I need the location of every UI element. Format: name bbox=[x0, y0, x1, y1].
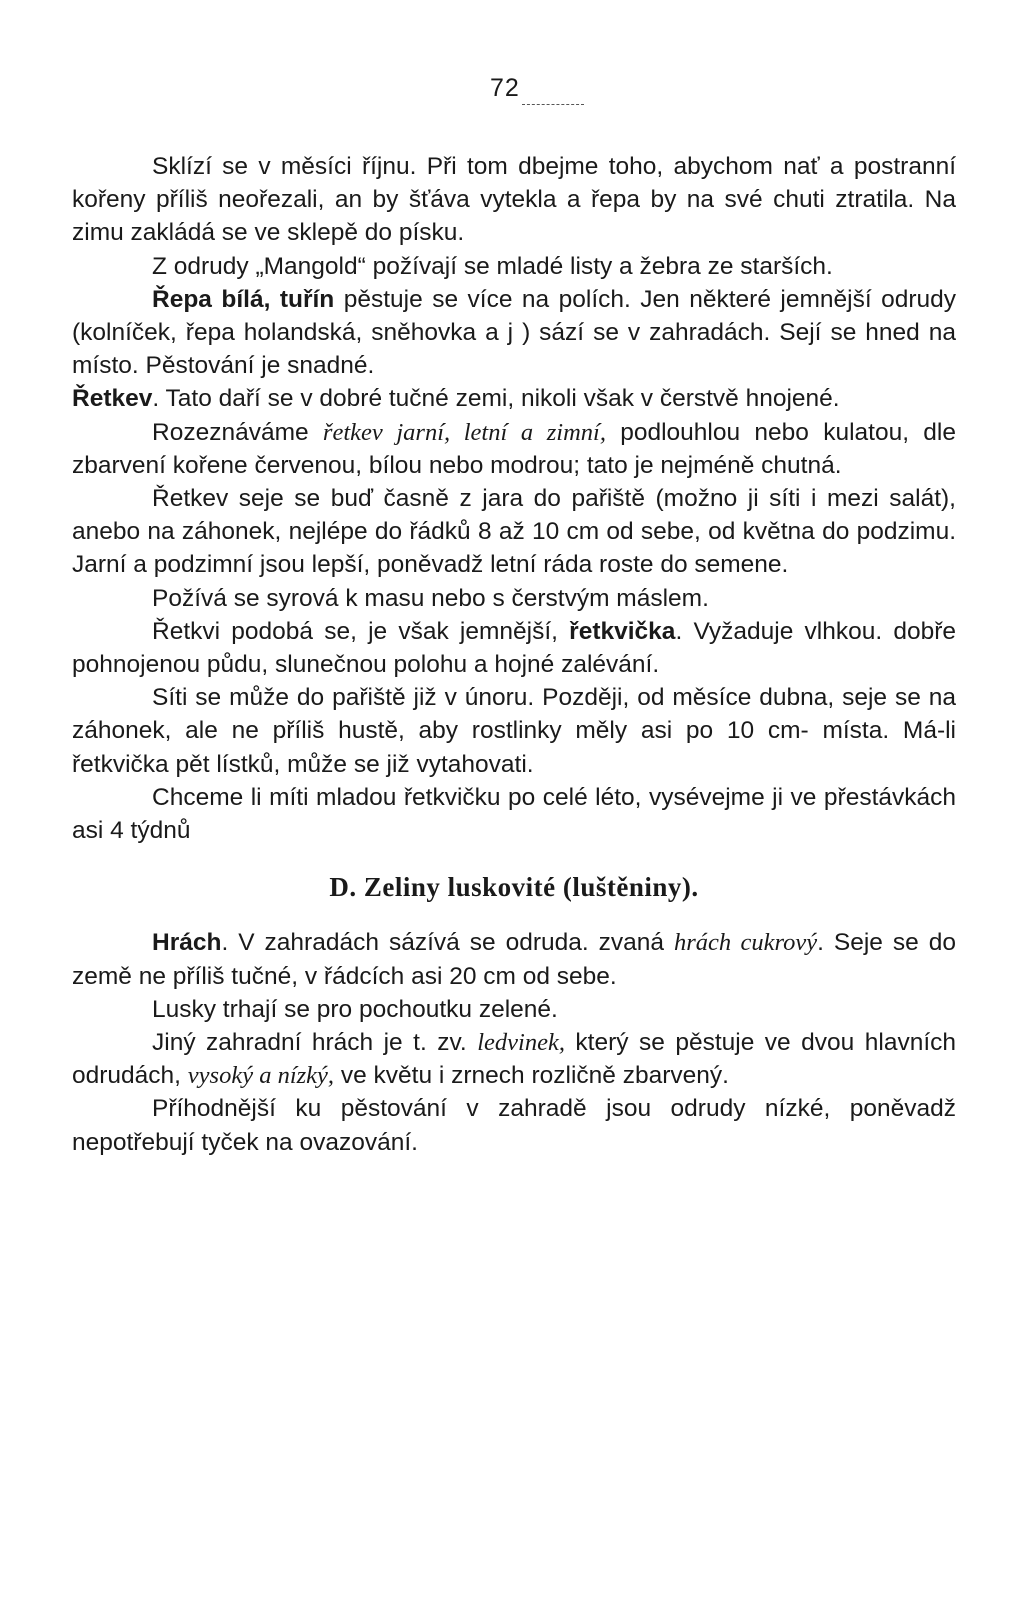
page-number: 72 bbox=[490, 74, 520, 102]
paragraph-retkvicka bbox=[72, 615, 956, 681]
paragraph-retkev bbox=[72, 382, 956, 415]
varieties-after: podlouhlou nebo kulatou, dle zbarvení kořene červenou, bílou nebo modrou; tato je nejméně chutná. bbox=[72, 418, 956, 479]
paragraph-ledvinek bbox=[72, 1026, 956, 1092]
ledvinek-before: Jiný zahradní hrách je t. zv. bbox=[152, 1029, 478, 1057]
varieties-italic: řetkev jarní, letní a zimní, bbox=[322, 418, 606, 446]
paragraph-lusky: Lusky trhají se pro pochoutku zelené. bbox=[152, 995, 558, 1023]
term-retkev: Řetkev bbox=[72, 385, 153, 413]
ledvinek-after: ve květu i zrnech rozličně zbarvený. bbox=[334, 1062, 729, 1090]
ledvinek-middle: který se pěstuje ve dvou hlavních odrudách, bbox=[72, 1029, 956, 1090]
paragraph-harvest: Sklízí se v měsíci říjnu. Při tom dbejme toho, abychom nať a postranní kořeny příliš neořezali, an by šťáva vytekla a řepa by na své chuti ztratila. Na zimu zakládá se ve sklepě do písku. bbox=[72, 153, 956, 247]
paragraph-final: Příhodnější ku pěstování v zahradě jsou odrudy nízké, poněvadž nepotřebují tyček na ovazování. bbox=[72, 1095, 956, 1156]
ledvinek-italic: ledvinek, bbox=[477, 1029, 565, 1057]
paragraph-mangold: Z odrudy „Mangold“ požívají se mladé listy a žebra ze starších. bbox=[152, 252, 833, 280]
retkvicka-before: Řetkvi podobá se, je však jemnější, bbox=[152, 617, 570, 645]
section-heading: D. Zeliny luskovité (luštěniny). bbox=[329, 872, 699, 903]
paragraph-summer: Chceme li míti mladou řetkvičku po celé léto, vysévejme ji ve přestávkách asi 4 týdnů bbox=[72, 783, 956, 845]
ledvinek-varieties-italic: vysoký a nízký, bbox=[187, 1062, 335, 1090]
page-number-rule bbox=[522, 104, 584, 105]
hrach-before: . V zahradách sázívá se odruda. zvaná bbox=[221, 929, 675, 957]
paragraph-varieties bbox=[72, 416, 956, 482]
term-retkvicka: řetkvička bbox=[569, 617, 676, 645]
paragraph-hrach bbox=[72, 926, 956, 992]
term-hrach: Hrách bbox=[152, 929, 222, 957]
paragraph-repa bbox=[72, 283, 956, 383]
paragraph-serving: Požívá se syrová k masu nebo s čerstvým máslem. bbox=[152, 584, 709, 612]
varieties-before: Rozeznáváme bbox=[152, 418, 323, 446]
hrach-italic: hrách cukrový bbox=[674, 929, 818, 957]
repa-text: pěstuje se více na polích. Jen některé jemnější odrudy (kolníček, řepa holandská, sněhovka a j ) sází se v zahradách. Sejí se hned na místo. Pěstování je snadné. bbox=[72, 285, 957, 380]
retkev-text: . Tato daří se v dobré tučné zemi, nikoli však v čerstvě hnojené. bbox=[152, 385, 840, 413]
body-text bbox=[72, 150, 956, 1159]
paragraph-sowing: Řetkev seje se buď časně z jara do pařiště (možno ji síti i mezi salát), anebo na záhonek, nejlépe do řádků 8 až 10 cm od sebe, od května do podzimu. Jarní a podzimní jsou lepší, poněvadž letní ráda roste do semene. bbox=[72, 485, 956, 579]
paragraph-february: Síti se může do pařiště již v únoru. Později, od měsíce dubna, seje se na záhonek, ale ne příliš hustě, aby rostlinky měly asi po 10 cm- místa. Má-li řetkvička pět lístků, může se již vytahovati. bbox=[72, 684, 956, 778]
term-repa: Řepa bílá, tuřín bbox=[152, 285, 335, 313]
retkvicka-after: . Vyžaduje vlhkou. dobře pohnojenou půdu, slunečnou polohu a hojné zalévání. bbox=[72, 617, 956, 679]
hrach-after: . Seje se do země ne příliš tučné, v řádcích asi 20 cm od sebe. bbox=[72, 929, 956, 990]
